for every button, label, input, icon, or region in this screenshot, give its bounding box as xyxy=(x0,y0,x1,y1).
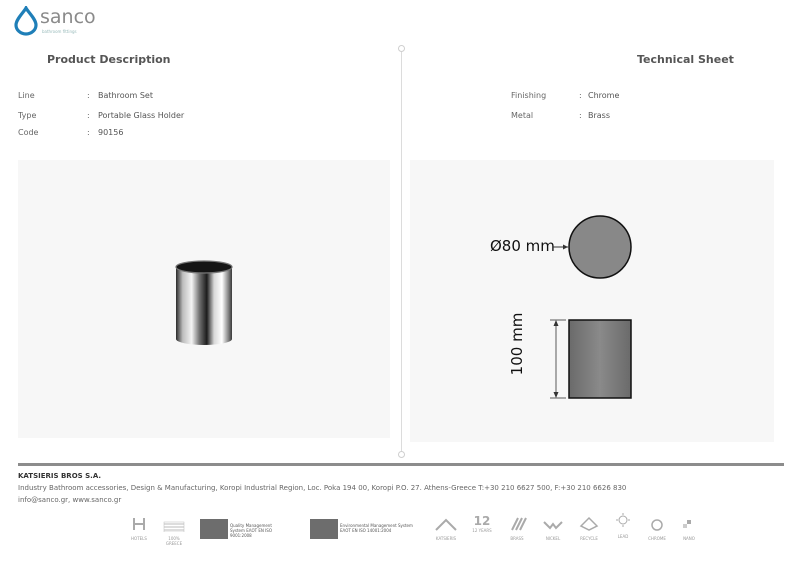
column-divider xyxy=(401,48,402,454)
spec-finishing-label: Finishing xyxy=(511,91,547,100)
water-drop-icon xyxy=(12,6,40,36)
years-icon: 12 xyxy=(473,514,491,528)
glass-holder-photo xyxy=(168,255,240,351)
product-photo-panel xyxy=(18,160,390,438)
spec-code-sep: : xyxy=(87,128,90,137)
spec-metal-sep: : xyxy=(579,111,582,120)
katsieris-badge: KATSIERIS xyxy=(432,516,460,540)
nano-icon xyxy=(678,516,700,532)
iso14001-badge: Environmental Management System ΕΛΟΤ EN ISO 14001:2004 xyxy=(310,519,415,541)
spec-code-label: Code xyxy=(18,128,39,137)
eu-flag-icon xyxy=(200,519,228,539)
iso9001-badge: Quality Management System ΕΛΟΤ EN ISO 9001:2008 xyxy=(200,519,290,541)
diameter-label: Ø80 mm xyxy=(490,237,555,255)
technical-drawing xyxy=(410,160,774,442)
footer-rule xyxy=(18,463,784,466)
recycle-icon xyxy=(578,516,600,532)
spec-code-value: 90156 xyxy=(98,128,124,137)
recycle-badge: RECYCLE xyxy=(578,516,600,540)
company-address: Industry Bathroom accessories, Design & Manufacturing, Koropi Industrial Region, Loc. Poka 194 00, Koropi P.O. 27. Athens-Greece T:+30 210 6627 500, F:+30 210 6626 830 xyxy=(18,484,627,492)
spec-line-value: Bathroom Set xyxy=(98,91,153,100)
nickel-badge: NICKEL xyxy=(540,516,566,540)
product-description-title: Product Description xyxy=(47,53,171,66)
height-label: 100 mm xyxy=(508,312,526,376)
spec-line-label: Line xyxy=(18,91,35,100)
hotels-badge: HOTELS xyxy=(128,516,150,540)
spec-metal-label: Metal xyxy=(511,111,534,120)
nickel-icon xyxy=(540,516,566,532)
company-name: KATSIERIS BROS S.A. xyxy=(18,472,102,480)
brass-badge: BRASS xyxy=(506,516,528,540)
brand-name: sanco xyxy=(40,6,96,28)
brand-tagline: bathroom fittings xyxy=(42,29,77,34)
spec-line-sep: : xyxy=(87,91,90,100)
eu-flag-icon xyxy=(310,519,338,539)
house-icon xyxy=(432,516,460,532)
divider-bottom-dot xyxy=(398,451,405,458)
warranty-badge: 12 12 YEARS xyxy=(470,514,494,540)
chrome-badge: CHROME xyxy=(646,516,668,540)
company-contact: info@sanco.gr, www.sanco.gr xyxy=(18,496,122,504)
divider-top-dot xyxy=(398,45,405,52)
hotel-icon xyxy=(128,516,150,532)
spec-finishing-sep: : xyxy=(579,91,582,100)
slashes-icon xyxy=(506,516,528,532)
spec-finishing-value: Chrome xyxy=(588,91,620,100)
chrome-icon xyxy=(646,516,668,532)
greece-badge: 100% GREECE xyxy=(160,516,188,540)
spec-type-label: Type xyxy=(18,111,37,120)
greek-flag-icon xyxy=(160,516,188,532)
lead-badge: LEAD xyxy=(612,512,634,540)
technical-drawing-panel xyxy=(410,160,774,442)
sun-icon xyxy=(612,512,634,530)
spec-type-sep: : xyxy=(87,111,90,120)
spec-metal-value: Brass xyxy=(588,111,611,120)
technical-sheet-title: Technical Sheet xyxy=(637,53,734,66)
nano-badge: NANO xyxy=(678,516,700,540)
spec-type-value: Portable Glass Holder xyxy=(98,111,185,120)
